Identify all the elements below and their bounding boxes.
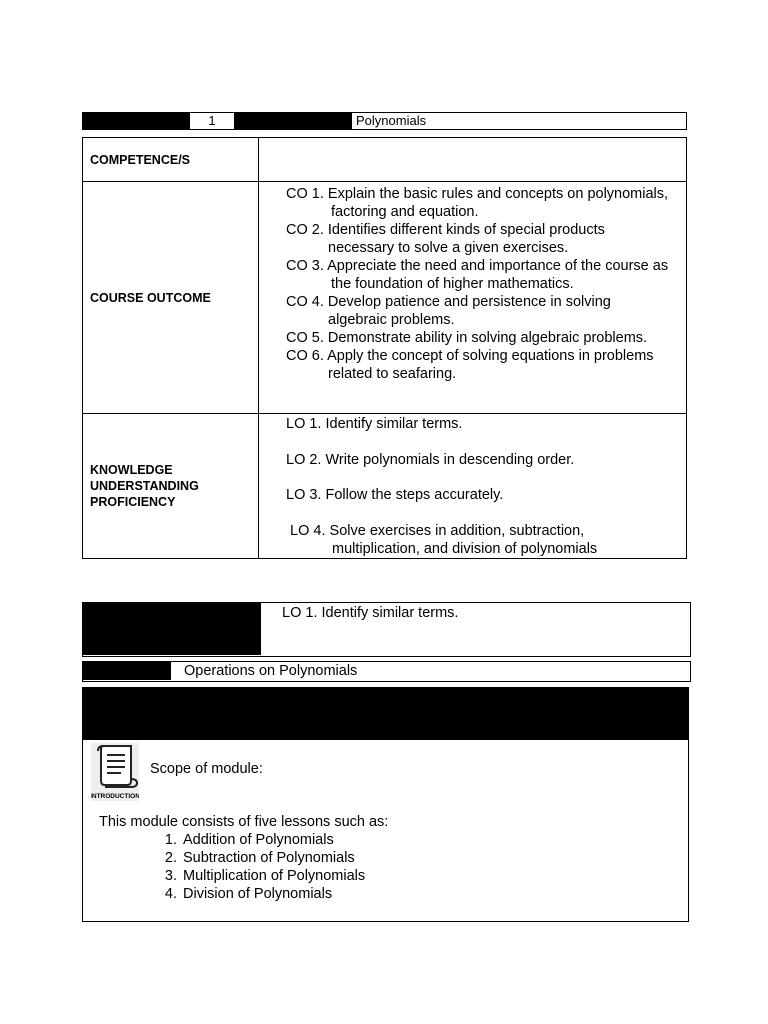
objective-black-block — [83, 603, 261, 655]
learning-outcome-item: LO 1. Identify similar terms. — [286, 416, 463, 432]
lesson-title: Operations on Polynomials — [184, 663, 358, 679]
objective-text: LO 1. Identify similar terms. — [282, 605, 459, 621]
introduction-black-band — [83, 688, 688, 740]
competence-value — [259, 138, 687, 182]
course-outcome-label: COURSE OUTCOME — [83, 182, 259, 414]
icon-caption: INTRODUCTION — [91, 793, 139, 800]
consists-text: This module consists of five lessons such as: — [99, 814, 389, 830]
list-item: 1. Addition of Polynomials — [181, 831, 365, 849]
list-item: 4. Division of Polynomials — [181, 885, 365, 903]
lesson-list — [158, 831, 365, 903]
header-black-block — [234, 113, 352, 129]
lesson-title-bar — [82, 661, 691, 682]
course-outcome-list — [259, 182, 687, 414]
learning-outcome-item: LO 4. Solve exercises in addition, subtraction, multiplication, and division of polynomials — [286, 522, 598, 557]
kup-label: KNOWLEDGE UNDERSTANDING PROFICIENCY — [83, 414, 259, 559]
course-outcome-item: CO 2. Identifies different kinds of special products necessary to solve a given exercises. — [286, 222, 605, 256]
course-outcome-item: CO 1. Explain the basic rules and concepts on polynomials, factoring and equation. — [286, 186, 669, 220]
course-outcome-item: CO 4. Develop patience and persistence in solving algebraic problems. — [286, 294, 611, 328]
introduction-box — [82, 687, 689, 922]
competence-label: COMPETENCE/S — [83, 138, 259, 182]
module-title: Polynomials — [356, 113, 427, 128]
header-black-block — [83, 113, 190, 129]
module-number: 1 — [208, 113, 216, 128]
learning-outcome-item: LO 3. Follow the steps accurately. — [286, 487, 504, 503]
lesson-black-block — [83, 662, 171, 680]
scope-label: Scope of module: — [150, 761, 263, 777]
course-outcome-item: CO 6. Apply the concept of solving equations in problems related to seafaring. — [286, 348, 654, 382]
outcomes-table — [82, 137, 687, 559]
lesson-objective-box — [82, 602, 691, 657]
list-item: 3. Multiplication of Polynomials — [181, 867, 365, 885]
scroll-icon — [91, 743, 139, 801]
course-outcome-item: CO 3. Appreciate the need and importance of the course as the foundation of higher mathematics. — [286, 258, 669, 292]
list-item: 2. Subtraction of Polynomials — [181, 849, 365, 867]
learning-outcome-item: LO 2. Write polynomials in descending order. — [286, 451, 575, 468]
course-outcome-item: CO 5. Demonstrate ability in solving algebraic problems. — [286, 330, 648, 346]
module-header — [82, 112, 687, 130]
learning-outcome-list — [259, 414, 687, 559]
